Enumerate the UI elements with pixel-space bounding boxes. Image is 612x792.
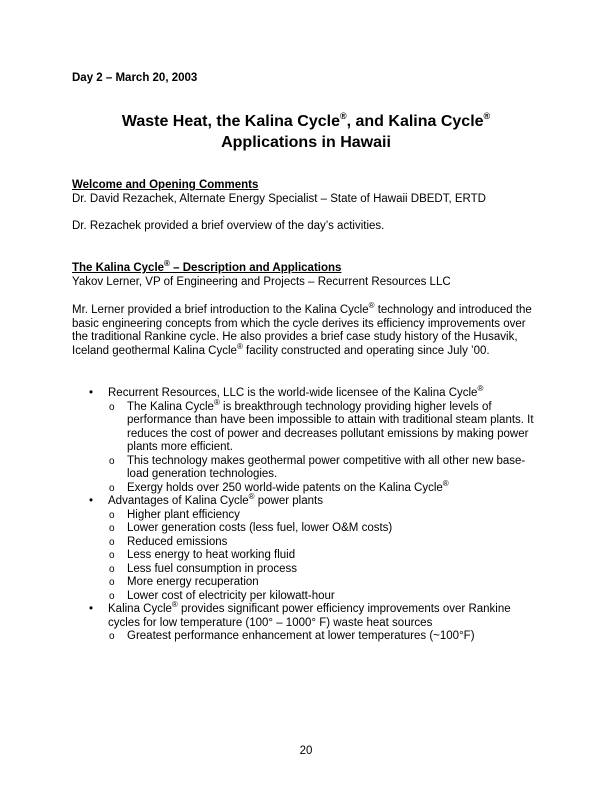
- registered-mark: ®: [339, 111, 347, 121]
- bullet-item-efficiency: [72, 600, 542, 644]
- bullet-item-advantages: [72, 492, 542, 603]
- kalina-speaker: Yakov Lerner, VP of Engineering and Projects – Recurrent Resources LLC: [72, 275, 451, 288]
- sub-item: o Reduced emissions: [108, 536, 542, 550]
- registered-mark: ®: [171, 600, 178, 609]
- bullet-text-b: power plants: [254, 495, 323, 507]
- bullet-list: [72, 384, 542, 644]
- sub-item: o Greatest performance enhancement at lower temperatures (~100°F): [108, 630, 542, 644]
- sub-list: [108, 630, 542, 644]
- registered-mark: ®: [483, 111, 491, 121]
- bullet-text-a: Kalina Cycle: [108, 603, 172, 615]
- sub-list: [108, 509, 542, 604]
- bullet-text-a: Advantages of Kalina Cycle: [108, 495, 249, 507]
- registered-mark: ®: [368, 301, 375, 310]
- sub-item: o Lower generation costs (less fuel, lower O&M costs): [108, 522, 542, 536]
- sub-item: o Lower cost of electricity per kilowatt-hour: [108, 590, 542, 604]
- kalina-para-c: facility constructed and operating since July ’00.: [242, 344, 490, 357]
- bullet-text: Recurrent Resources, LLC is the world-wide licensee of the Kalina Cycle: [108, 387, 478, 399]
- welcome-section: [72, 179, 542, 206]
- bullet-item-licensee: [72, 384, 542, 495]
- sub-item: [108, 397, 542, 455]
- kalina-heading-b: – Description and Applications: [169, 262, 342, 274]
- registered-mark: ®: [442, 478, 449, 488]
- sub-text-b: is breakthrough technology providing higher levels of performance than have been impossible to attain with traditional steam plants. It reduces the cost of power and decreases pollutant emissions by making power plants more efficient.: [127, 400, 534, 453]
- registered-mark: ®: [213, 397, 220, 407]
- sub-item: [108, 478, 542, 496]
- bullet-text-b: provides significant power efficiency improvements over Rankine cycles for low temperature (100° – 1000° F) waste heat sources: [108, 603, 511, 629]
- sub-item: o Less energy to heat working fluid: [108, 549, 542, 563]
- sub-item: o Less fuel consumption in process: [108, 563, 542, 577]
- kalina-heading: [72, 259, 542, 276]
- sub-item: o More energy recuperation: [108, 576, 542, 590]
- page-number: 20: [299, 745, 313, 757]
- kalina-paragraph: [72, 301, 542, 358]
- title-line1-b: , and Kalina Cycle: [346, 113, 484, 130]
- title-line2: Applications in Hawaii: [221, 134, 391, 151]
- kalina-section: [72, 259, 542, 289]
- sub-item: o This technology makes geothermal power competitive with all other new base-load generation technologies.: [108, 455, 542, 482]
- document-title: [72, 111, 540, 153]
- sub-item: o Higher plant efficiency: [108, 509, 542, 523]
- kalina-para-a: Mr. Lerner provided a brief introduction to the Kalina Cycle: [72, 304, 369, 316]
- kalina-para-b: technology and introduced the basic engineering concepts from which the cycle derives its efficiency improvements over the traditional Rankine cycle. He also provides a brief case study history of the Husavik, Iceland geothermal Kalina Cycle: [72, 304, 532, 357]
- registered-mark: ®: [477, 384, 484, 393]
- kalina-heading-a: The Kalina Cycle: [72, 262, 165, 274]
- registered-mark: ®: [236, 341, 243, 351]
- registered-mark: ®: [248, 492, 255, 501]
- title-line1-a: Waste Heat, the Kalina Cycle: [121, 113, 340, 130]
- welcome-heading: Welcome and Opening Comments: [72, 179, 259, 191]
- sub-list: [108, 397, 542, 496]
- registered-mark: ®: [164, 259, 170, 268]
- sub-text: Exergy holds over 250 world-wide patents on the Kalina Cycle: [127, 481, 443, 494]
- welcome-speaker: Dr. David Rezachek, Alternate Energy Specialist – State of Hawaii DBEDT, ERTD: [72, 192, 486, 205]
- welcome-paragraph: Dr. Rezachek provided a brief overview of the day’s activities.: [72, 220, 385, 232]
- day-date-line: Day 2 – March 20, 2003: [72, 72, 198, 84]
- sub-text-a: The Kalina Cycle: [127, 400, 214, 413]
